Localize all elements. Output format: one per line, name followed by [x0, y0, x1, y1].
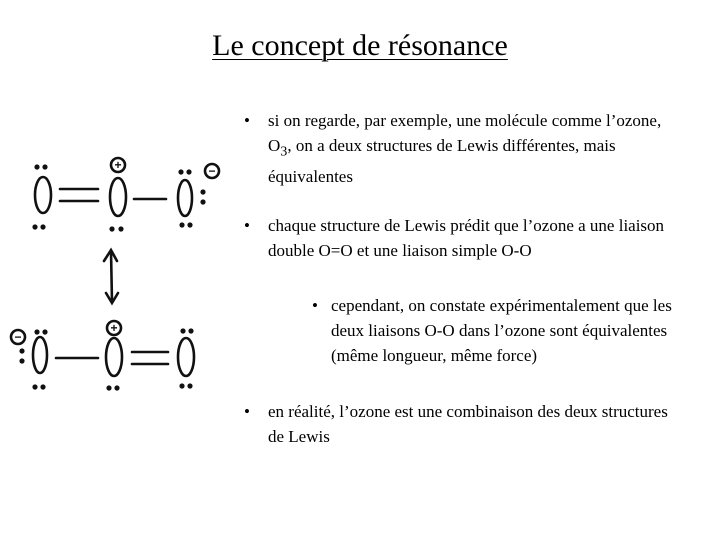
lone-pair-dot — [34, 164, 39, 169]
bullet-text-part: , on a deux structures de Lewis différentes, mais équivalentes — [268, 136, 616, 187]
negative-charge-sign: − — [14, 330, 22, 344]
lone-pair-dot — [42, 164, 47, 169]
lone-pair-dot — [19, 348, 24, 353]
bullet-text-part: si on regarde, par exemple, une molécule comme l’ozone, O — [268, 111, 662, 155]
lone-pair-dot — [200, 199, 205, 204]
lone-pair-dot — [180, 328, 185, 333]
bullet-text — [268, 108, 678, 189]
lone-pair-dot — [187, 222, 192, 227]
oxygen-atom-left — [33, 337, 47, 373]
bullet-marker: • — [312, 296, 318, 315]
bullet-text: chaque structure de Lewis prédit que l’ozone a une liaison double O=O et une liaison simple O-O — [268, 216, 665, 260]
lone-pair-dot — [106, 385, 111, 390]
positive-charge-sign: + — [114, 158, 122, 172]
lone-pair-dot — [178, 169, 183, 174]
lone-pair-dot — [179, 222, 184, 227]
oxygen-atom-left — [35, 177, 51, 213]
negative-charge-sign: − — [208, 164, 216, 178]
bullet-experimental-observation — [312, 293, 692, 373]
bullet-marker: • — [244, 216, 250, 235]
oxygen-atom-right — [178, 338, 194, 376]
subscript-3: 3 — [280, 143, 288, 160]
bullet-ozone-structures — [244, 108, 684, 188]
lone-pair-dot — [179, 383, 184, 388]
slide-title-text: Le concept de résonance — [212, 29, 508, 62]
lone-pair-dot — [40, 224, 45, 229]
bullet-lewis-prediction — [244, 213, 684, 268]
bullet-text: en réalité, l’ozone est une combinaison des deux structures de Lewis — [268, 402, 668, 446]
lone-pair-dot — [186, 169, 191, 174]
oxygen-atom-right — [178, 180, 192, 216]
lone-pair-dot — [40, 384, 45, 389]
resonance-arrow-shaft — [111, 251, 112, 302]
lone-pair-dot — [188, 328, 193, 333]
lone-pair-dot — [187, 383, 192, 388]
bullet-marker: • — [244, 111, 250, 130]
lone-pair-dot — [34, 329, 39, 334]
bullet-marker: • — [244, 402, 250, 421]
ozone-resonance-drawing — [0, 145, 240, 405]
lone-pair-dot — [114, 385, 119, 390]
lone-pair-dot — [200, 189, 205, 194]
slide-title — [0, 28, 720, 64]
lone-pair-dot — [42, 329, 47, 334]
lone-pair-dot — [32, 224, 37, 229]
lone-pair-dot — [109, 226, 114, 231]
positive-charge-sign: + — [110, 321, 118, 335]
bullet-text: cependant, on constate expérimentalement que les deux liaisons O-O dans l’ozone sont équivalentes (même longueur, même force) — [331, 296, 672, 365]
oxygen-atom-center — [106, 338, 122, 376]
bullet-resonance-conclusion — [244, 399, 684, 454]
lone-pair-dot — [19, 358, 24, 363]
lone-pair-dot — [32, 384, 37, 389]
lone-pair-dot — [118, 226, 123, 231]
oxygen-atom-center — [110, 178, 126, 216]
